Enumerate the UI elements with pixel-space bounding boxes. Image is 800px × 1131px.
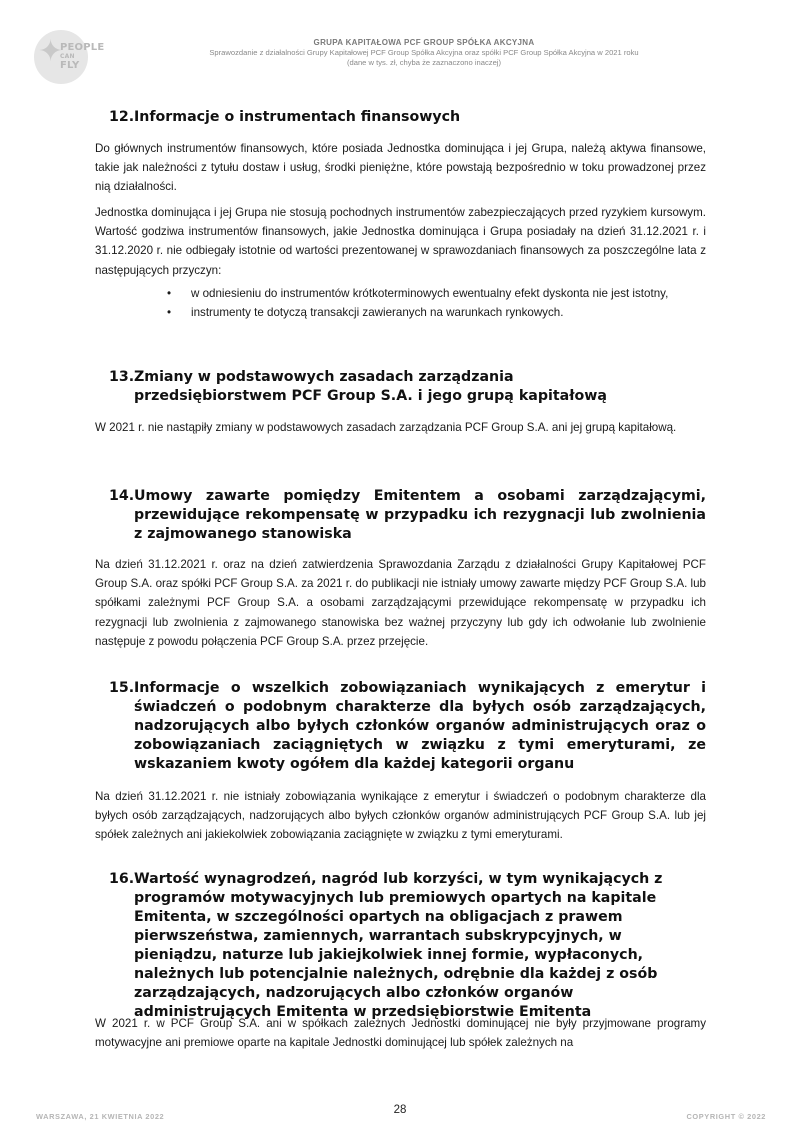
section-number: 14. [109,488,135,504]
section-15-heading [109,679,706,774]
section-13-heading [109,368,669,406]
section-12-bullet-list [167,284,706,322]
section-title: Informacje o wszelkich zobowiązaniach wynikających z emerytur i świadczeń o podobnym charakterze dla byłych osób zarządzających, nadzorujących albo byłych członków organów administrujących oraz o zobowiązaniach zaciągniętych w związku z tymi emeryturami, ze wskazaniem kwoty ogółem dla każdej kategorii organu [134,680,706,772]
company-logo [30,28,105,90]
footer-copyright: COPYRIGHT © 2022 [686,1112,766,1121]
logo-line-3: FLY [60,60,80,71]
section-12-heading [109,108,706,127]
section-number: 12. [109,109,135,125]
section-16-paragraph-1: W 2021 r. w PCF Group S.A. ani w spółkach zależnych Jednostki dominującej nie były przyjmowane programy motywacyjne ani premiowe oparte na kapitale Jednostki dominującej lub spółek zależnych na [95,1017,706,1050]
logo-line-2: CAN [60,53,75,60]
section-title: Umowy zawarte pomiędzy Emitentem a osobami zarządzającymi, przewidujące rekompensatę w przypadku ich rezygnacji lub zwolnienia z zajmowanego stanowiska [134,488,706,542]
section-title: Zmiany w podstawowych zasadach zarządzania przedsiębiorstwem PCF Group S.A. i jego grupą kapitałową [134,369,607,404]
section-15-paragraph-1: Na dzień 31.12.2021 r. nie istniały zobowiązania wynikające z emerytur i świadczeń o podobnym charakterze dla byłych osób zarządzających, nadzorujących albo byłych członków organów administrujących PCF Group S.A. lub jej spółek zależnych ani jakiekolwiek zobowiązania zaciągnięte w związku z tymi emeryturami. [95,790,706,842]
section-13-paragraph-1: W 2021 r. nie nastąpiły zmiany w podstawowych zasadach zarządzania PCF Group S.A. ani jej grupą kapitałową. [95,421,677,434]
dancer-figure-icon: ✦ [38,34,64,69]
section-16-heading [109,870,706,1022]
section-14-paragraph-1: Na dzień 31.12.2021 r. oraz na dzień zatwierdzenia Sprawozdania Zarządu z działalności Grupy Kapitałowej PCF Group S.A. oraz spółki PCF Group S.A. za 2021 r. do publikacji nie istniały umowy zawarte między PCF Group S.A. lub spółkami zależnymi PCF Group S.A. a osobami zarządzającymi przewidujące rekompensatę w przypadku ich rezygnacji lub zwolnienia z zajmowanego stanowiska bez ważnej przyczyny lub gdy ich odwołanie lub zwolnienie następuje z powodu połączenia PCF Group S.A. przez przejęcie. [95,558,706,648]
section-title: Informacje o instrumentach finansowych [134,109,461,125]
list-item: • w odniesieniu do instrumentów krótkoterminowych ewentualny efekt dyskonta nie jest istotny, [167,284,706,303]
list-item: • instrumenty te dotyczą transakcji zawieranych na warunkach rynkowych. [167,303,706,322]
footer-date: WARSZAWA, 21 KWIETNIA 2022 [36,1112,165,1121]
section-number: 15. [109,680,135,696]
section-number: 16. [109,871,135,887]
header-company: GRUPA KAPITAŁOWA PCF GROUP SPÓŁKA AKCYJNA [313,38,535,47]
section-14-heading [109,487,706,544]
section-12-paragraph-2: Jednostka dominująca i jej Grupa nie stosują pochodnych instrumentów zabezpieczających przed ryzykiem kursowym. Wartość godziwa instrumentów finansowych, jakie Jednostka dominująca i Grupa posiadały na dzień 31.12.2021 r. i 31.12.2020 r. nie odbiegały istotnie od wartości prezentowanej w sprawozdaniach finansowych za poszczególne lata z następujących przyczyn: [95,206,706,277]
page-number: 28 [393,1104,407,1116]
section-number: 13. [109,369,135,385]
section-12-paragraph-1: Do głównych instrumentów finansowych, które posiada Jednostka dominująca i jej Grupa, należą aktywa finansowe, takie jak należności z tytułu dostaw i usług, środki pieniężne, które powstają bezpośrednio w toku prowadzonej przez nią działalności. [95,142,706,194]
header-units: (dane w tys. zł, chyba że zaznaczono inaczej) [346,58,502,67]
logo-line-1: PEOPLE [60,42,105,53]
document-header [100,37,748,68]
logo-wordmark [60,42,104,71]
section-title: Wartość wynagrodzeń, nagród lub korzyści, w tym wynikających z programów motywacyjnych lub premiowych opartych na kapitale Emitenta, w szczególności opartych na obligacjach z prawem pierwszeństwa, zamiennych, warrantach subskrypcyjnych, w pieniądzu, naturze lub jakiejkolwiek innej formie, wypłaconych, należnych lub potencjalnie należnych, odrębnie dla każdej z osób zarządzających, nadzorujących albo członków organów administrujących Emitenta w przedsiębiorstwie Emitenta [134,871,663,1020]
header-subtitle: Sprawozdanie z działalności Grupy Kapitałowej PCF Group Spółka Akcyjna oraz spółki PCF Group Spółka Akcyjna w 2021 roku [209,48,639,57]
